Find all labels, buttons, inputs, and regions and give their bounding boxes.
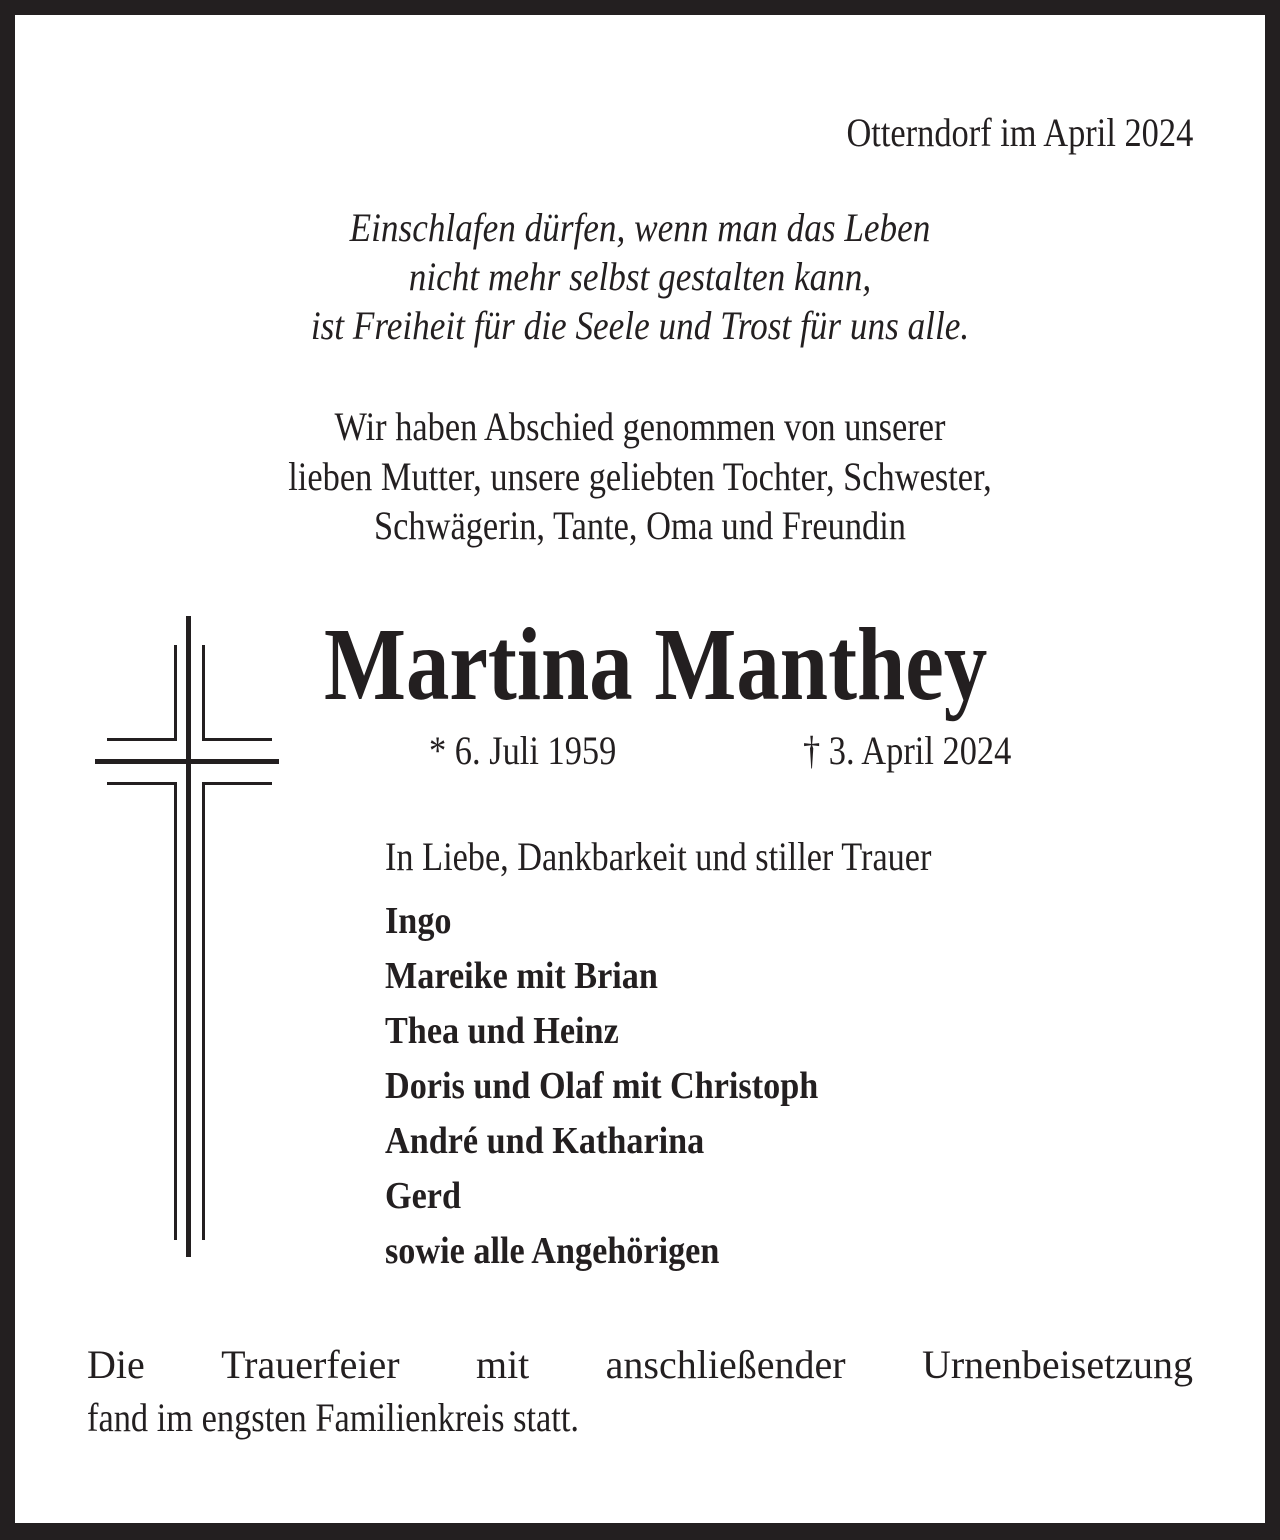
mourner: sowie alle Angehörigen xyxy=(385,1230,720,1272)
cross-icon xyxy=(15,15,16,16)
mourner: Doris und Olaf mit Christoph xyxy=(385,1065,819,1107)
intro-line: Schwägerin, Tante, Oma und Freundin xyxy=(374,503,906,548)
birth-date: * 6. Juli 1959 xyxy=(429,728,617,773)
mourner: Ingo xyxy=(385,900,452,942)
mourner: André und Katharina xyxy=(385,1120,705,1162)
death-date: † 3. April 2024 xyxy=(803,728,1012,773)
ceremony-note xyxy=(87,1340,1193,1390)
ceremony-note-line-2: fand im engsten Familienkreis statt. xyxy=(87,1395,580,1440)
mourner: Gerd xyxy=(385,1175,461,1217)
place-date: Otterndorf im April 2024 xyxy=(846,110,1193,155)
ceremony-note-line-1 xyxy=(87,1340,1193,1390)
deceased-name: Martina Manthey xyxy=(324,607,988,722)
word: Urnenbeisetzung xyxy=(921,1342,1193,1387)
intro-line: Wir haben Abschied genommen von unserer xyxy=(334,404,946,449)
obituary-notice xyxy=(15,15,1265,1523)
word: Die xyxy=(87,1342,145,1387)
word: mit xyxy=(475,1342,530,1387)
quote-line: nicht mehr selbst gestalten kann, xyxy=(408,254,872,299)
mourner: Thea und Heinz xyxy=(385,1010,619,1052)
quote-line: Einschlafen dürfen, wenn man das Leben xyxy=(349,205,931,250)
mourning-line: In Liebe, Dankbarkeit und stiller Trauer xyxy=(385,834,932,879)
quote-line: ist Freiheit für die Seele und Trost für uns alle. xyxy=(310,303,970,348)
word: anschließender xyxy=(605,1342,846,1387)
word: Trauerfeier xyxy=(221,1342,400,1387)
mourner: Mareike mit Brian xyxy=(385,955,658,997)
intro-line: lieben Mutter, unsere geliebten Tochter, Schwester, xyxy=(288,454,992,499)
